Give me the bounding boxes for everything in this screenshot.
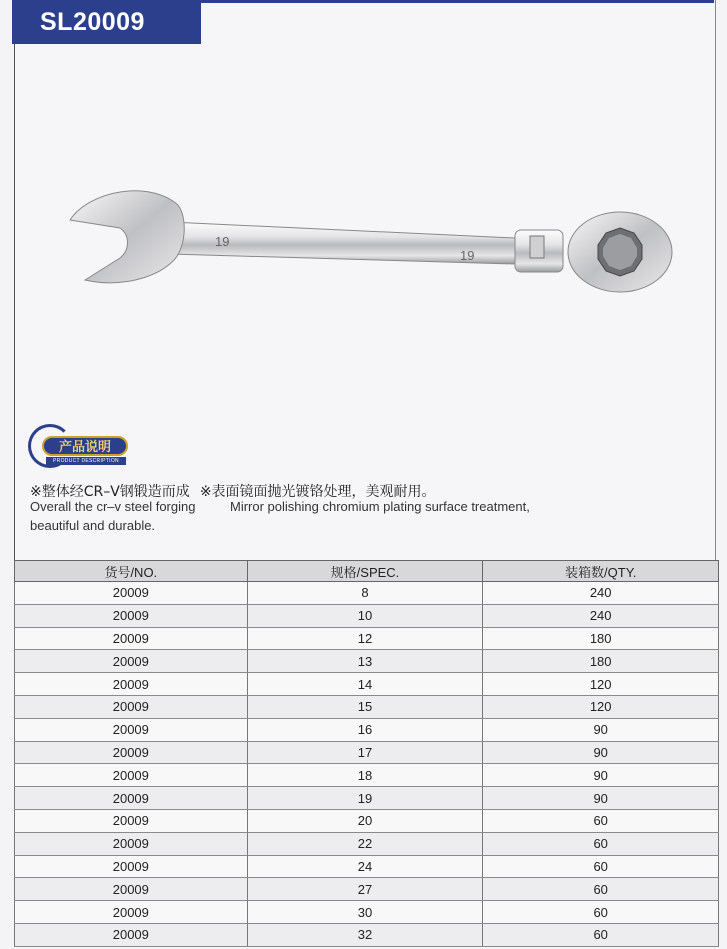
description-cn-part1: ※整体经CR–V钢锻造而成 — [30, 484, 190, 500]
badge-title: 产品说明 — [42, 436, 128, 456]
cell-qty: 180 — [483, 627, 719, 650]
cell-spec: 16 — [247, 718, 483, 741]
table-row — [15, 923, 719, 946]
cell-no: 20009 — [15, 901, 248, 924]
cell-no: 20009 — [15, 718, 248, 741]
title-rule — [201, 0, 714, 3]
cell-spec: 12 — [247, 627, 483, 650]
cell-qty: 60 — [483, 809, 719, 832]
cell-spec: 30 — [247, 901, 483, 924]
cell-qty: 90 — [483, 764, 719, 787]
cell-no: 20009 — [15, 878, 248, 901]
cell-spec: 13 — [247, 650, 483, 673]
table-row — [15, 809, 719, 832]
cell-no: 20009 — [15, 741, 248, 764]
cell-qty: 120 — [483, 673, 719, 696]
cell-no: 20009 — [15, 673, 248, 696]
cell-spec: 19 — [247, 787, 483, 810]
description-en-line3: beautiful and durable. — [30, 518, 156, 533]
description-cn — [30, 481, 436, 501]
cell-qty: 60 — [483, 901, 719, 924]
cell-no: 20009 — [15, 604, 248, 627]
table-row — [15, 832, 719, 855]
cell-qty: 120 — [483, 695, 719, 718]
cell-qty: 90 — [483, 718, 719, 741]
table-row — [15, 741, 719, 764]
table-row — [15, 604, 719, 627]
cell-qty: 60 — [483, 832, 719, 855]
table-row — [15, 627, 719, 650]
model-title: SL20009 — [12, 0, 201, 44]
cell-spec: 18 — [247, 764, 483, 787]
cell-spec: 10 — [247, 604, 483, 627]
table-row — [15, 695, 719, 718]
cell-qty: 180 — [483, 650, 719, 673]
description-en-line1: Overall the cr–v steel forging — [30, 499, 196, 514]
cell-spec: 17 — [247, 741, 483, 764]
cell-spec: 8 — [247, 582, 483, 605]
wrench-image — [60, 180, 680, 310]
cell-spec: 15 — [247, 695, 483, 718]
table-row — [15, 787, 719, 810]
cell-no: 20009 — [15, 764, 248, 787]
header-qty: 装箱数/QTY. — [483, 561, 719, 582]
description-en-line2: Mirror polishing chromium plating surface treatment, — [230, 499, 530, 514]
table-row — [15, 901, 719, 924]
cell-no: 20009 — [15, 787, 248, 810]
cell-no: 20009 — [15, 627, 248, 650]
cell-no: 20009 — [15, 695, 248, 718]
cell-qty: 240 — [483, 582, 719, 605]
header-no: 货号/NO. — [15, 561, 248, 582]
table-row — [15, 764, 719, 787]
cell-spec: 22 — [247, 832, 483, 855]
size-engraving-right: 19 — [460, 248, 475, 263]
cell-spec: 20 — [247, 809, 483, 832]
spec-table — [14, 560, 719, 947]
product-description-badge — [28, 424, 130, 470]
table-row — [15, 718, 719, 741]
cell-no: 20009 — [15, 923, 248, 946]
table-row — [15, 855, 719, 878]
size-engraving-left: 19 — [215, 234, 230, 249]
cell-qty: 240 — [483, 604, 719, 627]
description-cn-part2: ※表面镜面抛光镀铬处理，美观耐用。 — [199, 484, 436, 500]
badge-subtitle: PRODUCT DESCRIPTION — [46, 457, 126, 465]
cell-qty: 60 — [483, 878, 719, 901]
cell-no: 20009 — [15, 855, 248, 878]
cell-spec: 32 — [247, 923, 483, 946]
cell-qty: 60 — [483, 923, 719, 946]
cell-qty: 90 — [483, 741, 719, 764]
cell-no: 20009 — [15, 809, 248, 832]
cell-spec: 14 — [247, 673, 483, 696]
cell-spec: 27 — [247, 878, 483, 901]
open-end-head — [70, 191, 184, 283]
cell-qty: 60 — [483, 855, 719, 878]
cell-spec: 24 — [247, 855, 483, 878]
cell-no: 20009 — [15, 832, 248, 855]
cell-no: 20009 — [15, 582, 248, 605]
table-row — [15, 650, 719, 673]
table-row — [15, 673, 719, 696]
table-row — [15, 878, 719, 901]
table-row — [15, 582, 719, 605]
table-header-row — [15, 561, 719, 582]
header-spec: 规格/SPEC. — [247, 561, 483, 582]
cell-no: 20009 — [15, 650, 248, 673]
cell-qty: 90 — [483, 787, 719, 810]
